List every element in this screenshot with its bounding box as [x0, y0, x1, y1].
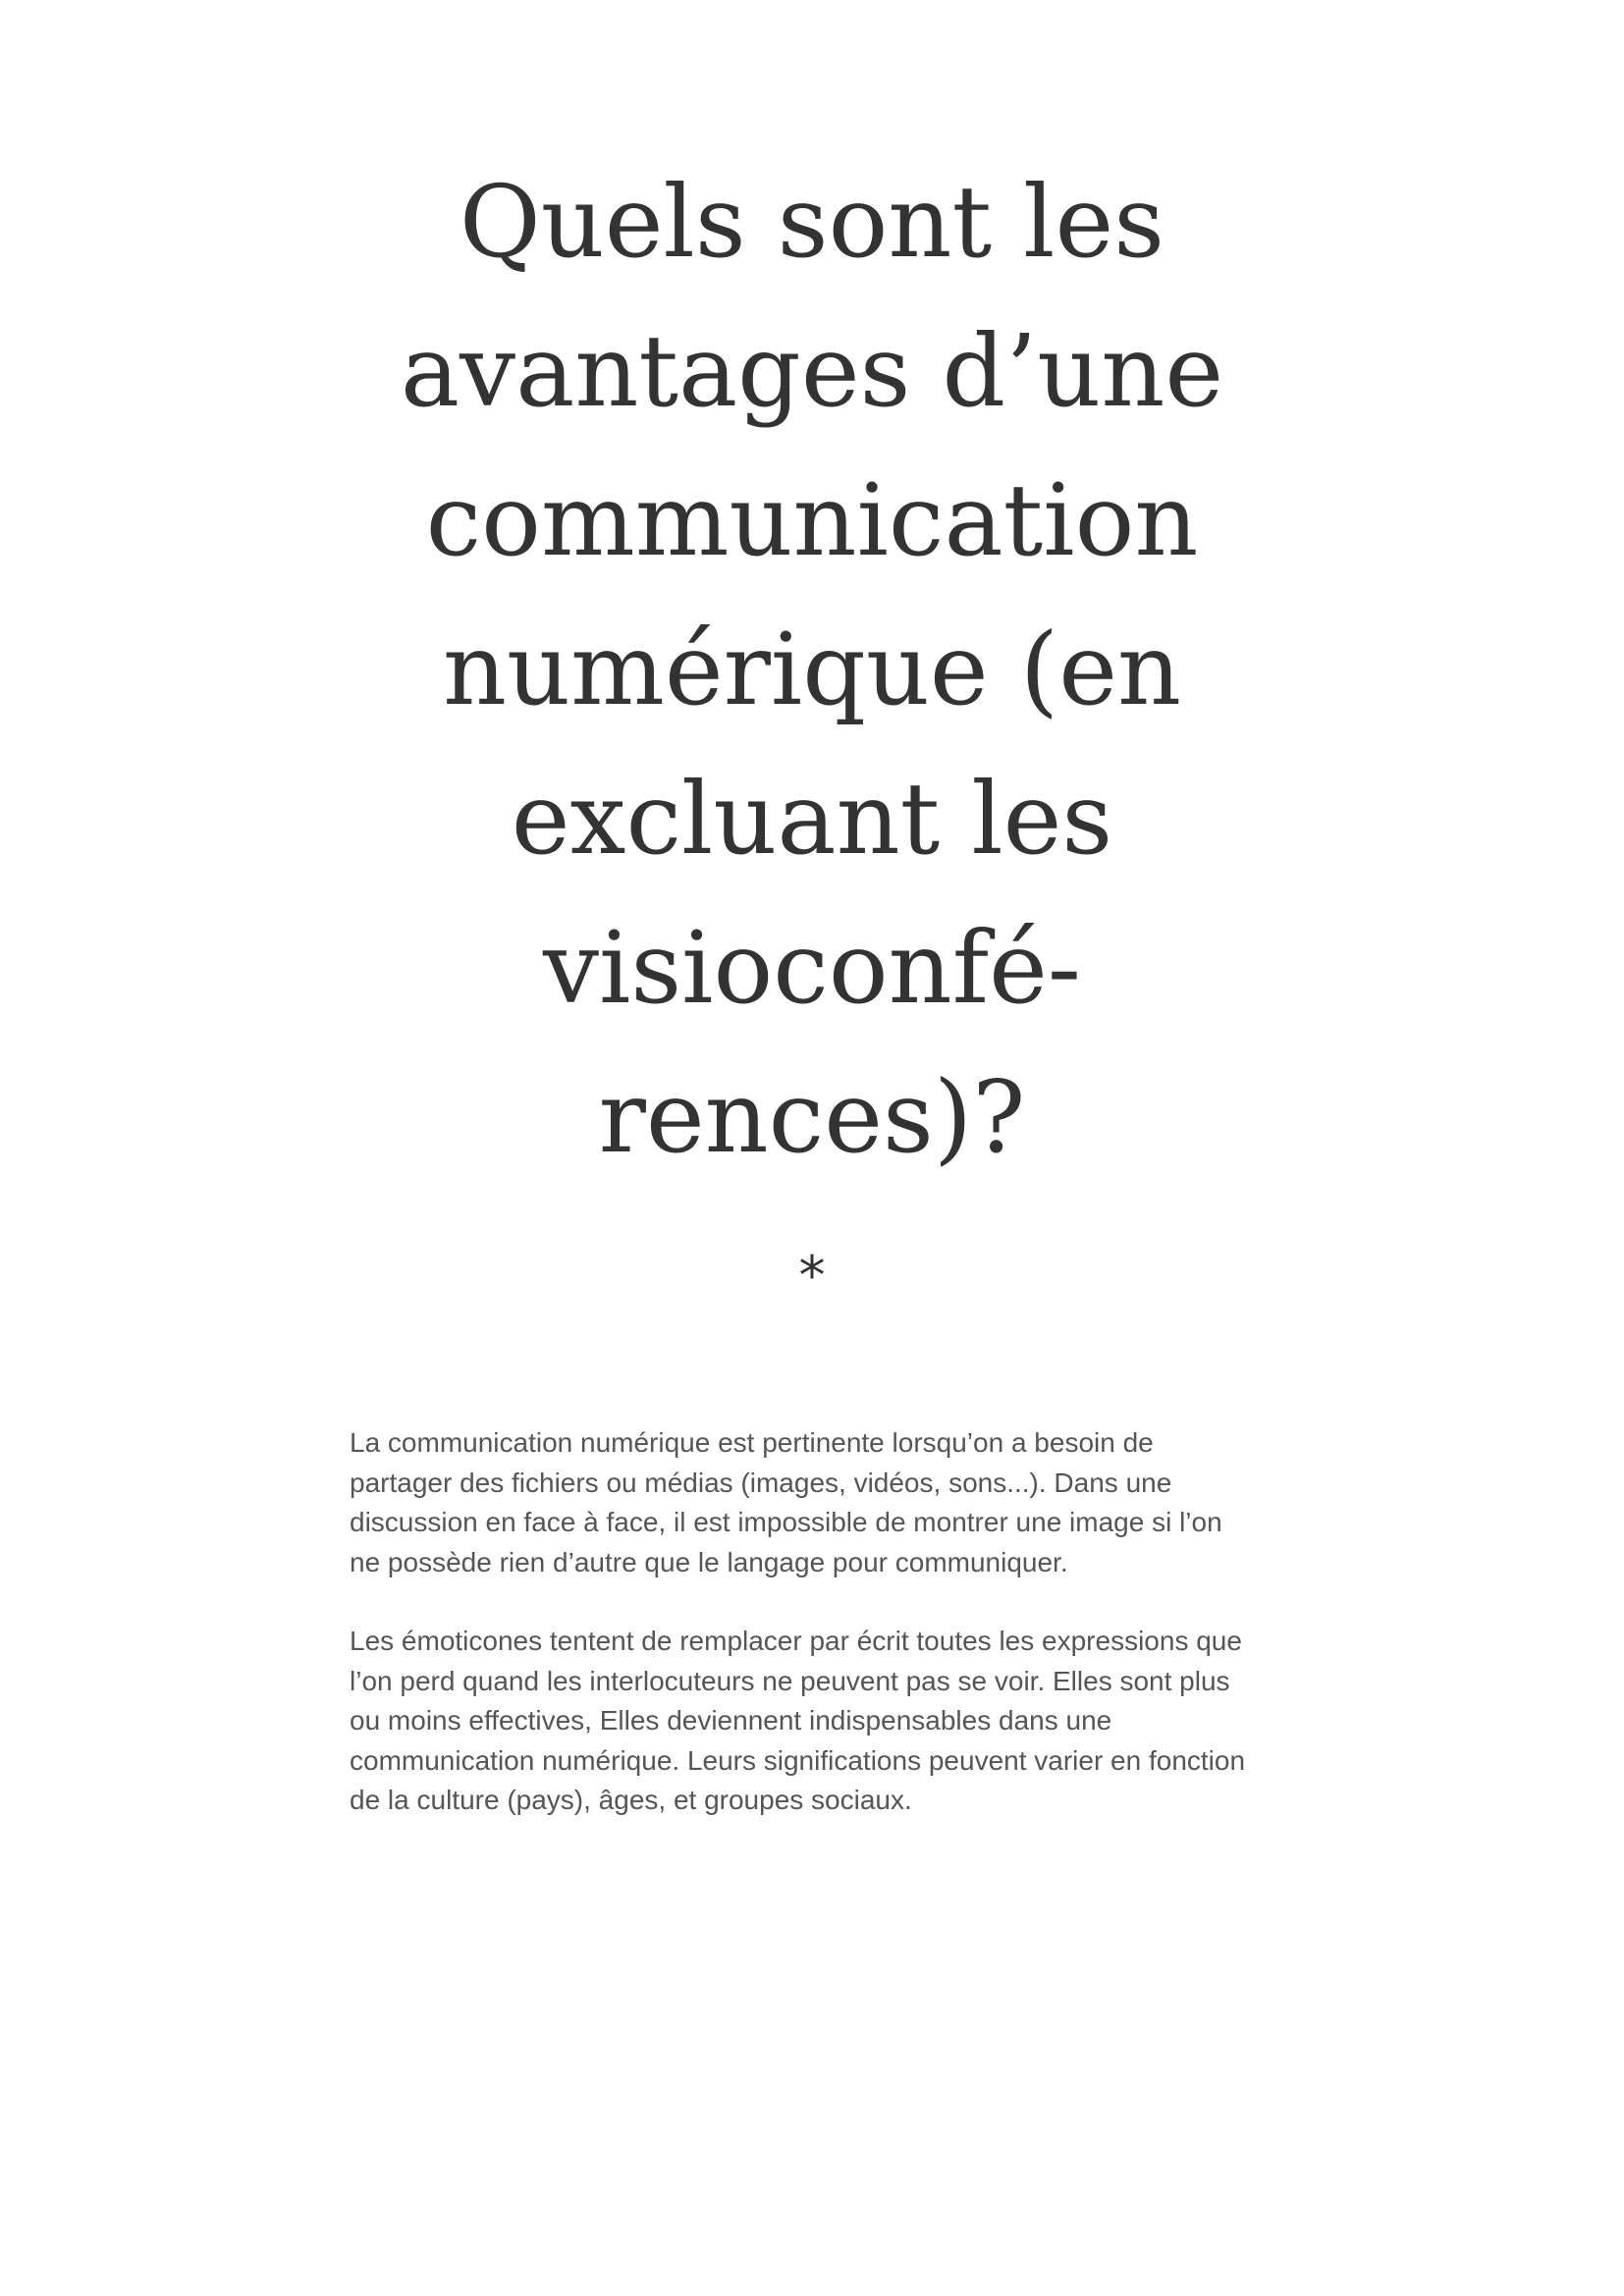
paragraph-line: ou moins effectives, Elles deviennent indispensables dans une	[350, 1705, 1112, 1735]
paragraph-2	[350, 1622, 1292, 1821]
paragraph-line: communication numérique. Leurs significations peuvent varier en fonction	[350, 1744, 1246, 1776]
paragraph-line: discussion en face à face, il est impossible de montrer une image si l’on	[350, 1507, 1222, 1537]
paragraph-line: Les émoticones tentent de remplacer par écrit toutes les expressions que	[350, 1626, 1242, 1656]
body-text	[350, 1423, 1292, 1860]
paragraph-line: partager des fichiers ou médias (images, vidéos, sons...). Dans une	[350, 1467, 1172, 1498]
page-title	[295, 147, 1329, 1192]
title-line: visioconfé-	[542, 910, 1081, 1026]
paragraph-1	[350, 1423, 1292, 1582]
title-line: avantages d’une	[400, 313, 1224, 429]
title-line: rences)?	[598, 1059, 1026, 1175]
title-line: Quels sont les	[459, 164, 1165, 280]
title-line: excluant les	[511, 761, 1113, 877]
paragraph-line: ne possède rien d’autre que le langage pour communiquer.	[350, 1546, 1068, 1577]
asterisk-separator: *	[798, 1245, 826, 1307]
paragraph-line: La communication numérique est pertinente lorsqu’on a besoin de	[350, 1427, 1154, 1458]
title-line: communication	[425, 462, 1199, 578]
paragraph-line: de la culture (pays), âges, et groupes sociaux.	[350, 1785, 912, 1815]
paragraph-line: l’on perd quand les interlocuteurs ne peuvent pas se voir. Elles sont plus	[350, 1665, 1230, 1696]
title-line: numérique (en	[442, 612, 1182, 727]
